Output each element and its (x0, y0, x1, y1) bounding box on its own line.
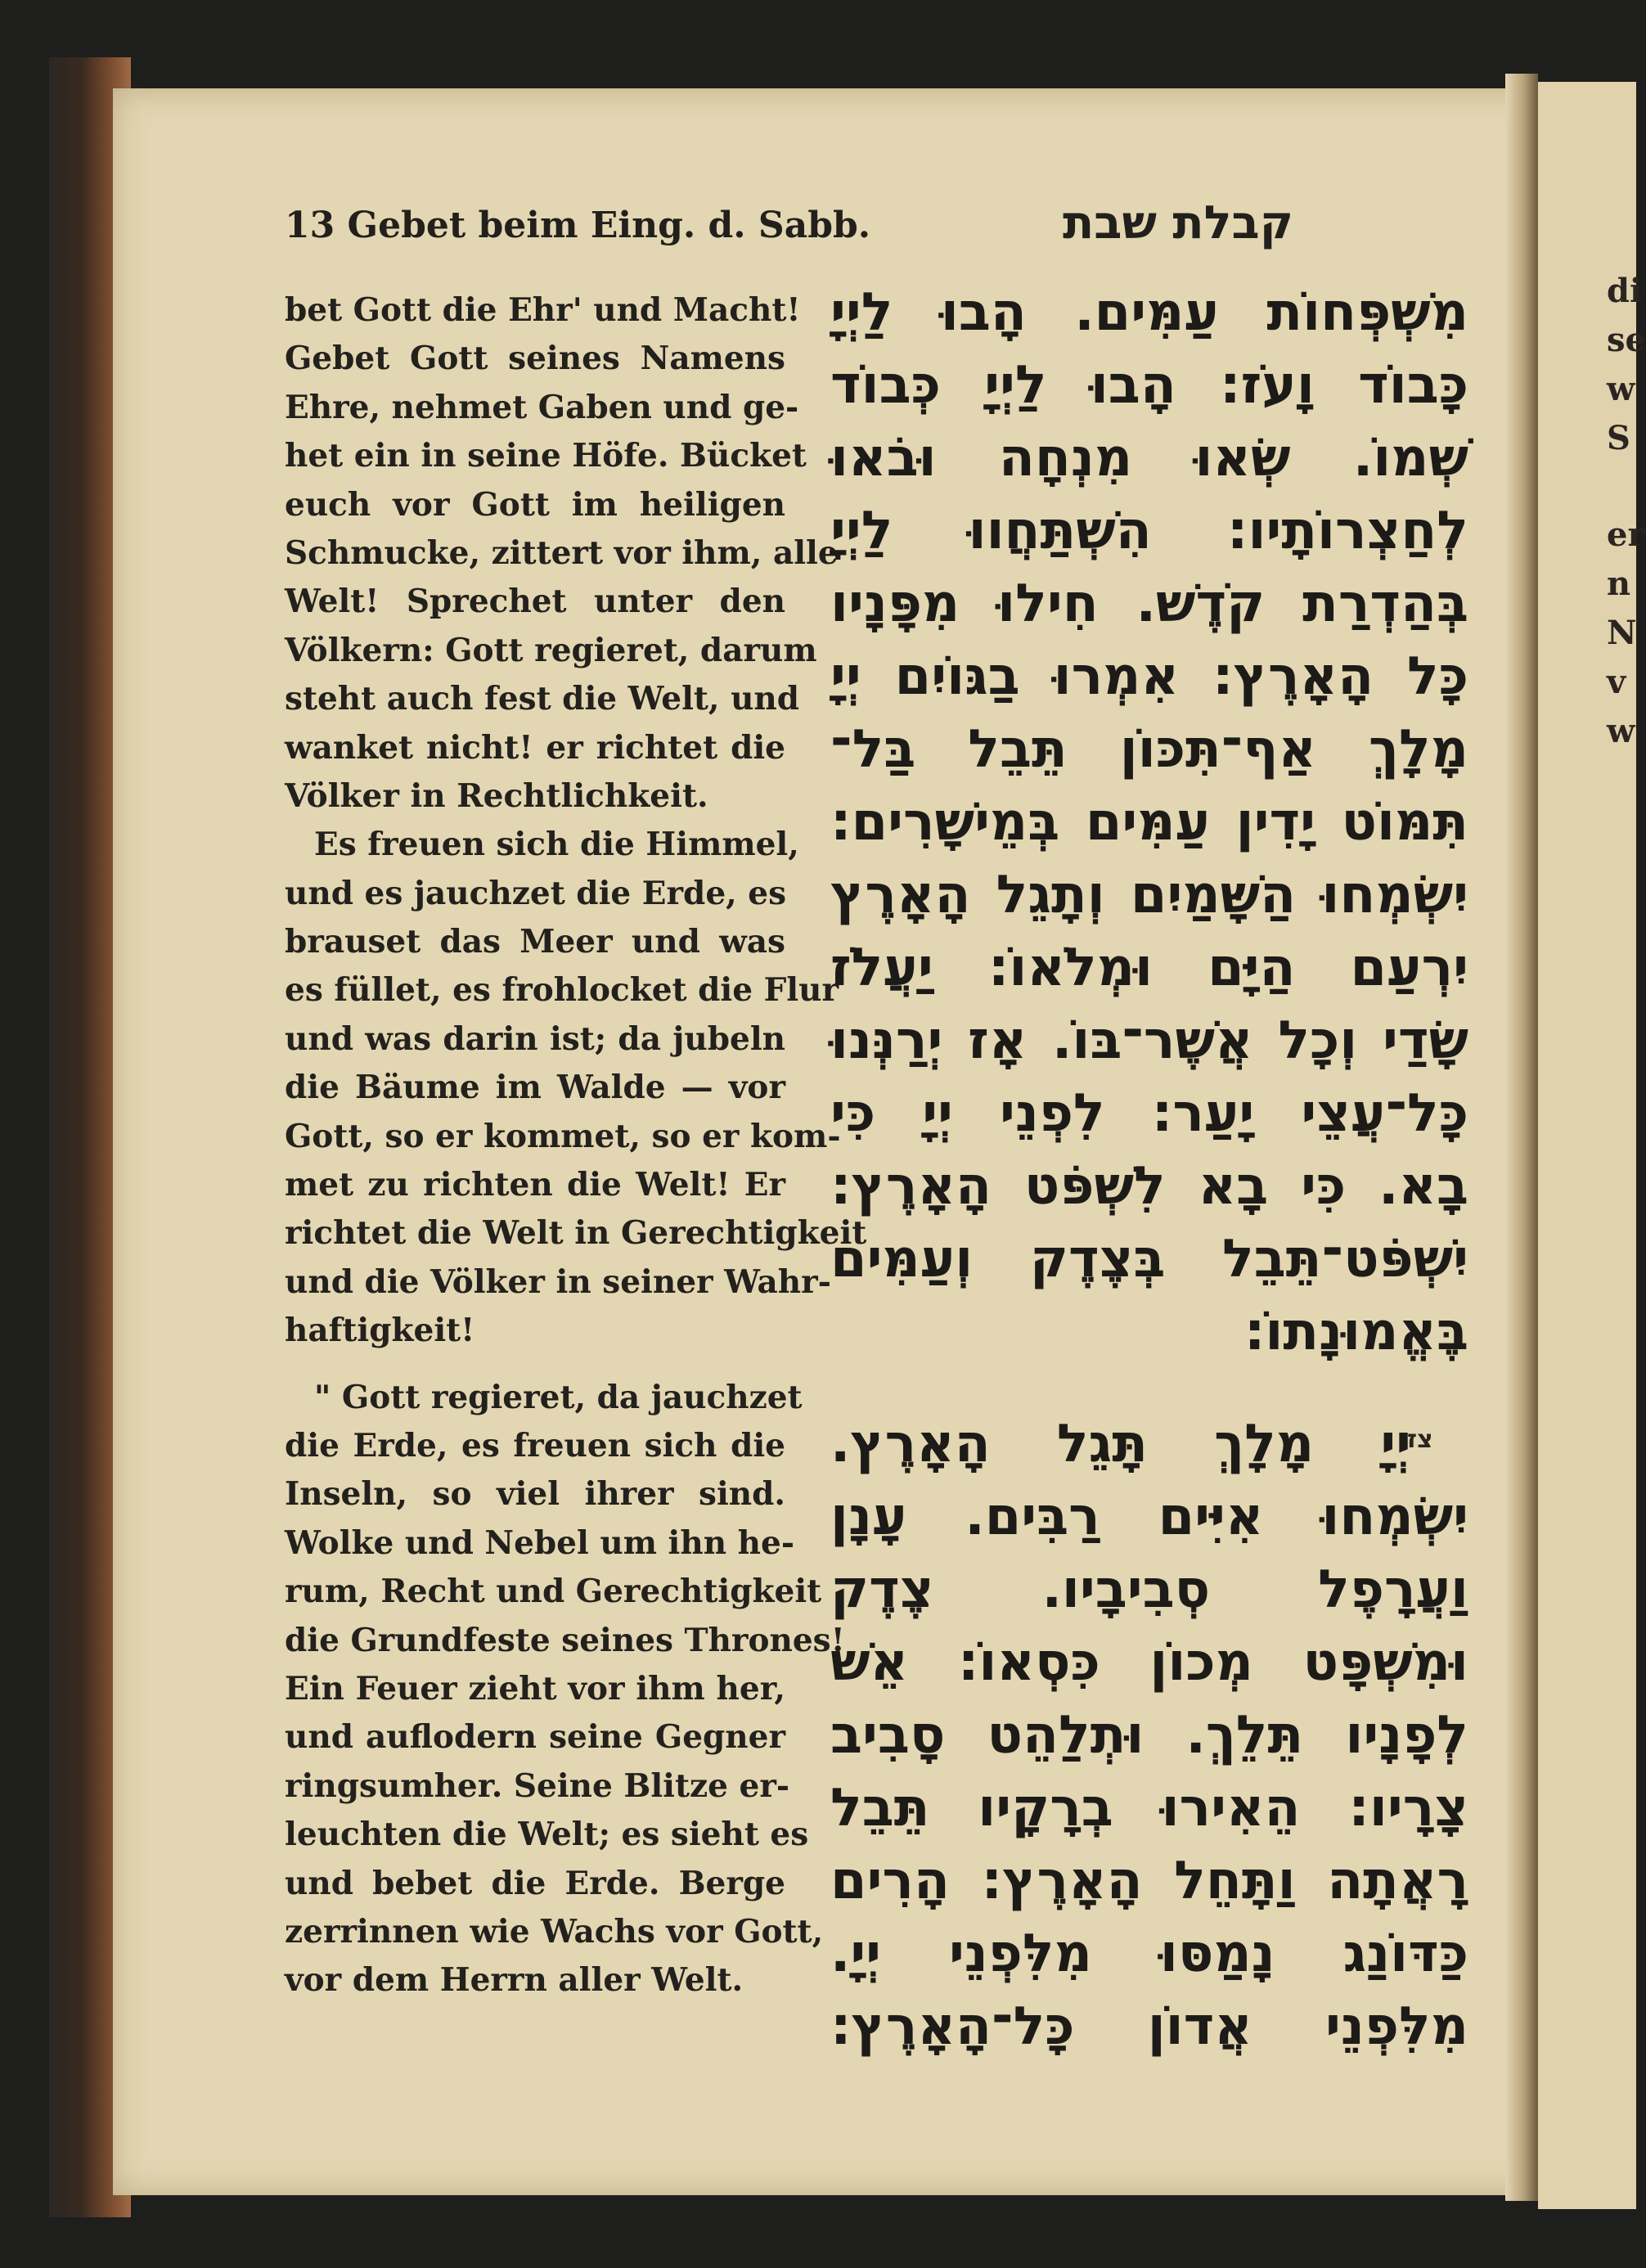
text-line: Ehre, nehmet Gaben und ge- (285, 388, 799, 426)
text-line: die Bäume im Walde — vor (285, 1069, 785, 1107)
hebrew-line: יִרְעַם הַיָּם וּמְלֹאוֹ: יַעֲלֹז (830, 938, 1468, 998)
hebrew-line: יְיָ מָלָךְ תָּגֵל הָאָרֶץ. (830, 1414, 1411, 1474)
next-page-fragment: di (1607, 272, 1643, 310)
verse-number: צז (1407, 1425, 1433, 1454)
next-page-fragment: w (1607, 370, 1635, 408)
hebrew-line: כָּל הָאָרֶץ: אִמְרוּ בַגּוֹיִם יְיָ (830, 646, 1468, 707)
hebrew-line: שְׁמוֹ. שְׂאוּ מִנְחָה וּבֹאוּ (830, 428, 1468, 488)
hebrew-line: וּמִשְׁפָּט מְכוֹן כִּסְאוֹ: אֵשׁ (830, 1632, 1468, 1693)
text-line: es füllet, es frohlocket die Flur (285, 971, 839, 1010)
text-line: Welt! Sprechet unter den (285, 583, 785, 621)
next-page-fragment: S (1607, 419, 1630, 457)
next-page-fragment: w (1607, 712, 1635, 750)
text-line: zerrinnen wie Wachs vor Gott, (285, 1912, 824, 1951)
hebrew-column (830, 277, 1468, 2063)
hebrew-line: יִשְׁפֹּט־תֵּבֵל בְּצֶדֶק וְעַמִּים (830, 1229, 1468, 1289)
hebrew-line: בָא. כִּי בָא לִשְׁפֹּט הָאָרֶץ: (830, 1156, 1468, 1217)
hebrew-line: רָאֲתָה וַתָּחֵל הָאָרֶץ: הָרִים (830, 1851, 1468, 1911)
text-line: und bebet die Erde. Berge (285, 1864, 785, 1902)
next-page-fragment: N (1607, 614, 1637, 652)
next-page-fragment: er (1607, 515, 1645, 554)
hebrew-line: לְחַצְרוֹתָיו: הִשְׁתַּחֲווּ לַיְיָ (830, 501, 1468, 561)
page-header-hebrew: קבלת שבת (1063, 196, 1293, 250)
page-gutter (1505, 74, 1538, 2201)
next-page-fragment: n (1607, 565, 1631, 603)
text-line: ringsumher. Seine Blitze er- (285, 1766, 790, 1805)
text-line: Völkern: Gott regieret, darum (285, 631, 817, 669)
text-line: Ein Feuer zieht vor ihm her, (285, 1669, 785, 1708)
hebrew-line: שָׂדַי וְכָל אֲשֶׁר־בּוֹ. אָז יְרַנְּנוּ (830, 1010, 1468, 1071)
hebrew-line: יִשְׂמְחוּ אִיִּים רַבִּים. עָנָן (830, 1487, 1468, 1547)
text-line: haftigkeit! (285, 1312, 475, 1350)
text-line: Wolke und Nebel um ihn he- (285, 1523, 795, 1562)
text-line: vor dem Herrn aller Welt. (285, 1961, 744, 2000)
hebrew-paragraph (830, 277, 1468, 1369)
hebrew-line: מָלָךְ אַף־תִּכּוֹן תֵּבֵל בַּל־ (830, 719, 1468, 780)
hebrew-paragraph (830, 1408, 1468, 2063)
hebrew-line: תִּמּוֹט יָדִין עַמִּים בְּמֵישָׁרִים: (830, 792, 1468, 853)
text-line: und es jauchzet die Erde, es (285, 874, 787, 912)
hebrew-line: בְּהַדְרַת קֹדֶשׁ. חִילוּ מִפָּנָיו (830, 574, 1468, 634)
text-line: brauset das Meer und was (285, 923, 785, 961)
hebrew-line: צָרָיו: הֵאִירוּ בְרָקָיו תֵּבֵל (830, 1778, 1468, 1838)
text-line: euch vor Gott im heiligen (285, 485, 785, 524)
text-line: richtet die Welt in Gerechtigkeit (285, 1214, 867, 1253)
text-line: " Gott regieret, da jauchzet (314, 1378, 803, 1416)
hebrew-line: מִלִּפְנֵי אֲדוֹן כָּל־הָאָרֶץ: (830, 1996, 1468, 2057)
text-line: met zu richten die Welt! Er (285, 1166, 785, 1204)
next-page-edge (1538, 82, 1646, 2209)
text-line: Gott, so er kommet, so er kom- (285, 1117, 841, 1155)
hebrew-line: כָּבוֹד וָעֹז: הָבוּ לַיְיָ כְּבוֹד (830, 355, 1468, 416)
text-line: steht auch fest die Welt, und (285, 680, 800, 718)
hebrew-line: יִשְׂמְחוּ הַשָּׁמַיִם וְתָגֵל הָאָרֶץ (830, 865, 1468, 925)
text-line: wanket nicht! er richtet die (285, 728, 785, 767)
text-line: Inseln, so viel ihrer sind. (285, 1475, 785, 1514)
hebrew-line: וַעֲרָפֶל סְבִיבָיו. צֶדֶק (830, 1559, 1468, 1620)
text-line: Gebet Gott seines Namens (285, 340, 785, 378)
hebrew-line: כָּל־עֲצֵי יָעַר: לִפְנֵי יְיָ כִּי (830, 1083, 1468, 1144)
german-paragraph (285, 821, 867, 1355)
text-line: rum, Recht und Gerechtigkeit (285, 1573, 822, 1611)
hebrew-line: בֶּאֱמוּנָתוֹ: (1243, 1302, 1468, 1362)
page-header-german: 13 Gebet beim Eing. d. Sabb. (285, 205, 871, 246)
text-line: het ein in seine Höfe. Bücket (285, 437, 807, 475)
german-paragraph (285, 1374, 845, 2005)
next-page-fragment: se (1607, 321, 1646, 359)
hebrew-line: מִשְׁפְּחוֹת עַמִּים. הָבוּ לַיְיָ (830, 282, 1468, 343)
german-column (285, 286, 867, 2005)
text-line: bet Gott die Ehr' und Macht! (285, 291, 801, 329)
text-line: Schmucke, zittert vor ihm, alle (285, 533, 839, 572)
hebrew-line: לְפָנָיו תֵּלֵךְ. וּתְלַהֵט סָבִיב (830, 1705, 1468, 1766)
text-line: und auflodern seine Gegner (285, 1718, 785, 1757)
text-line: die Grundfeste seines Thrones! (285, 1621, 845, 1659)
text-line: Völker in Rechtlichkeit. (285, 776, 708, 815)
text-line: Es freuen sich die Himmel, (314, 826, 799, 864)
text-line: und was darin ist; da jubeln (285, 1019, 785, 1058)
hebrew-line: כַּדּוֹנַג נָמַסּוּ מִלִּפְנֵי יְיָ. (830, 1924, 1468, 1984)
german-paragraph (285, 286, 839, 821)
text-line: leuchten die Welt; es sieht es (285, 1816, 809, 1854)
text-line: und die Völker in seiner Wahr- (285, 1262, 831, 1301)
next-page-fragment: v (1607, 663, 1626, 701)
text-line: die Erde, es freuen sich die (285, 1426, 785, 1465)
